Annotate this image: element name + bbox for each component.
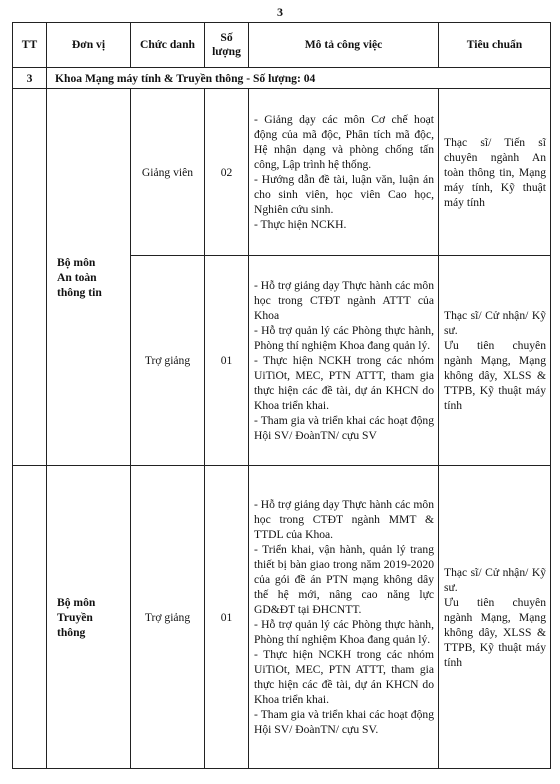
unit-name-line: thông tin [57, 285, 102, 299]
header-tt: TT [13, 23, 47, 68]
description-item: - Thực hiện NCKH. [254, 218, 347, 231]
description-item: - Tham gia và triển khai các hoạt động Hội SV/ ĐoànTN/ cựu SV [254, 414, 434, 442]
unit-cell [47, 89, 131, 466]
standard-item: Thạc sĩ/ Cử nhận/ Kỹ sư. [444, 565, 546, 594]
description-item: - Hỗ trợ giảng dạy Thực hành các môn học trong CTĐT ngành ATTT của Khoa [254, 279, 434, 322]
position-title: Trợ giảng [131, 466, 205, 769]
unit-cell [47, 466, 131, 769]
description-item: - Thực hiện NCKH trong các nhóm UiTiOt, MEC, PTN ATTT, tham gia thực hiện các đề tài, dự án KHCN do Khoa triển khai. [254, 648, 434, 706]
job-description [249, 466, 439, 769]
job-description [249, 89, 439, 256]
description-item: - Hỗ trợ quản lý các Phòng thực hành, Phòng thí nghiệm Khoa đang quản lý. [254, 618, 434, 646]
standard-item: Ưu tiên chuyên ngành Mạng, Mạng không dây, XLSS & TTPB, Kỹ thuật máy tính [444, 339, 546, 412]
job-description [249, 256, 439, 466]
standard-item: Thạc sĩ/ Cử nhận/ Kỹ sư. [444, 309, 546, 337]
header-unit: Đơn vị [47, 23, 131, 68]
job-standard [439, 256, 551, 466]
job-standard [439, 89, 551, 256]
header-quantity-line2: lượng [212, 45, 241, 58]
section-title: Khoa Mạng máy tính & Truyền thông - Số lượng: 04 [47, 68, 551, 89]
recruitment-table [12, 22, 551, 769]
section-row [13, 68, 551, 89]
header-title: Chức danh [131, 23, 205, 68]
position-quantity: 02 [205, 89, 249, 256]
position-title: Trợ giảng [131, 256, 205, 466]
table-row [13, 89, 551, 256]
tt-cell [13, 89, 47, 466]
description-item: - Hướng dẫn đề tài, luận văn, luận án cho sinh viên, học viên Cao học, Nghiên cứu sinh. [254, 173, 434, 216]
tt-cell [13, 466, 47, 769]
description-item: - Thực hiện NCKH trong các nhóm UiTiOt, MEC, PTN ATTT, tham gia thực hiện các đề tài, dự án KHCN do Khoa triển khai. [254, 354, 434, 412]
header-standard: Tiêu chuẩn [439, 23, 551, 68]
standard-item: Thạc sĩ/ Tiến sĩ chuyên ngành An toàn thông tin, Mạng máy tính, Kỹ thuật máy tính [444, 135, 546, 209]
table-row [13, 466, 551, 769]
header-description: Mô tả công việc [249, 23, 439, 68]
standard-item: Ưu tiên chuyên ngành Mạng, Mạng không dây, XLSS & TTPB, Kỹ thuật máy tính [444, 595, 546, 669]
unit-name-line: Bộ môn [57, 255, 96, 269]
section-number: 3 [13, 68, 47, 89]
position-quantity: 01 [205, 256, 249, 466]
page-number: 3 [277, 5, 283, 19]
unit-name-line: Bộ môn [57, 595, 96, 609]
description-item: - Hỗ trợ quản lý các Phòng thực hành, Phòng thí nghiệm Khoa đang quản lý. [254, 324, 434, 352]
unit-name-line: thông [57, 625, 86, 639]
description-item: - Giảng dạy các môn Cơ chế hoạt động của mã độc, Phân tích mã độc, Hệ nhận dạng và phòng chống tấn công, Lập trình hệ thống. [254, 113, 434, 171]
position-title: Giảng viên [131, 89, 205, 256]
header-quantity [205, 23, 249, 68]
job-standard [439, 466, 551, 769]
unit-name-line: An toàn [57, 270, 97, 284]
unit-name-line: Truyền [57, 610, 93, 624]
header-quantity-line1: Số [220, 31, 233, 44]
position-quantity: 01 [205, 466, 249, 769]
description-item: - Hỗ trợ giảng dạy Thực hành các môn học trong CTĐT ngành MMT & TTDL của Khoa. [254, 498, 434, 541]
header-row [13, 23, 551, 68]
description-item: - Triển khai, vận hành, quản lý trang thiết bị bàn giao trong năm 2019-2020 của gói đề án PTN mạng không dây thế hệ mới, nâng cao năng lực GD&ĐT tại ĐHCNTT. [254, 543, 434, 616]
description-item: - Tham gia và triển khai các hoạt động Hội SV/ ĐoànTN/ cựu SV. [254, 708, 434, 736]
